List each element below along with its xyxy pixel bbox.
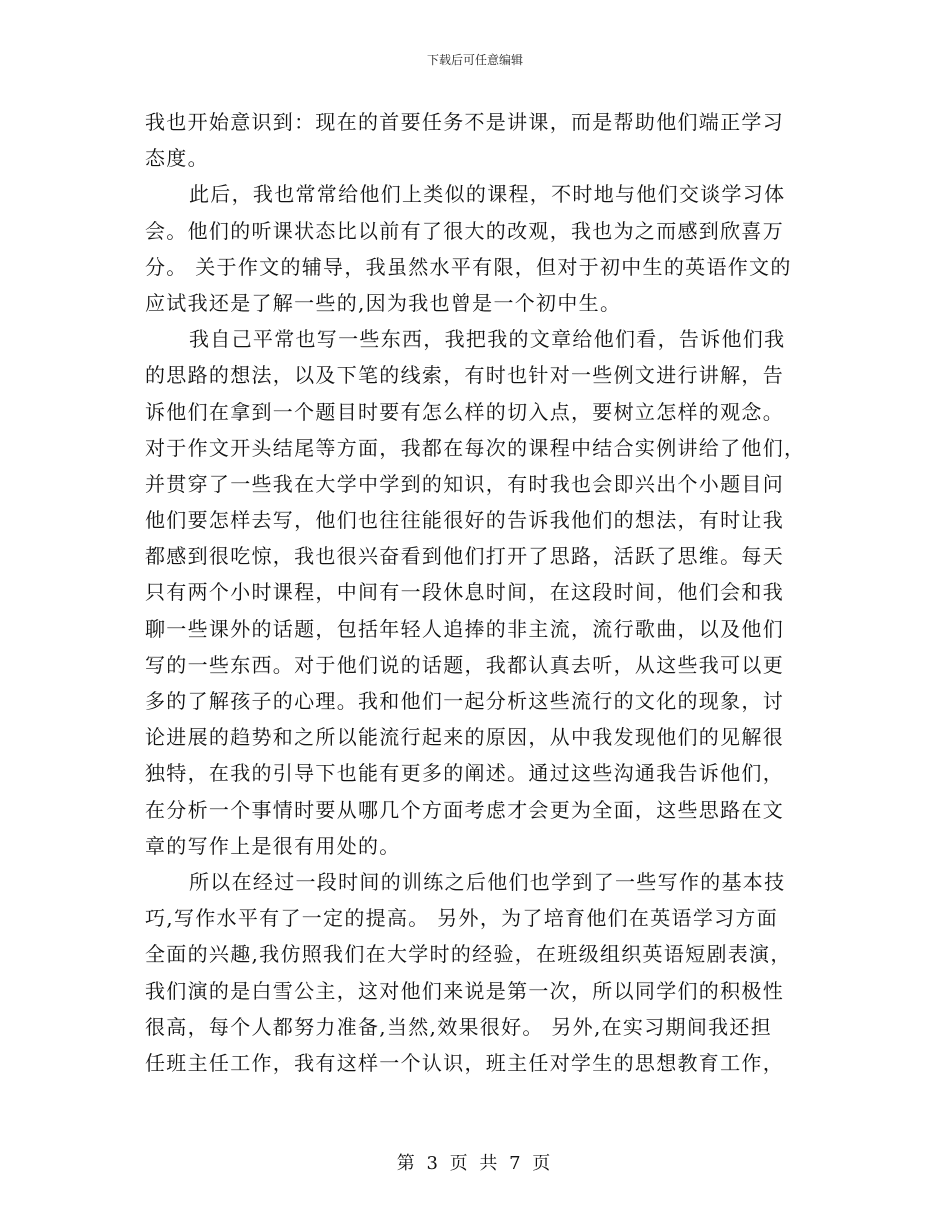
page-number-footer: 第 3 页 共 7 页 <box>396 1153 554 1174</box>
text-line: 多的了解孩子的心理。我和他们一起分析这些流行的文化的现象，讨 <box>145 689 784 713</box>
text-line: 全面的兴趣,我仿照我们在大学时的经验，在班级组织英语短剧表演， <box>145 942 792 967</box>
text-line: 章的写作上是很有用处的。 <box>145 833 401 858</box>
text-line: 在分析一个事情时要从哪几个方面考虑才会更为全面，这些思路在文 <box>145 797 784 822</box>
text-line: 巧,写作水平有了一定的提高。 另外，为了培育他们在英语学习方面 <box>145 906 779 931</box>
paragraph-start-line: 此后，我也常常给他们上类似的课程，不时地与他们交谈学习体 <box>189 182 786 207</box>
text-line: 都感到很吃惊，我也很兴奋看到他们打开了思路，活跃了思维。每天 <box>145 544 784 569</box>
text-line: 我们演的是白雪公主，这对他们来说是第一次，所以同学们的积极性 <box>145 978 784 1003</box>
text-line: 任班主任工作，我有这样一个认识，班主任对学生的思想教育工作， <box>145 1050 784 1075</box>
page-header: 下载后可任意编辑 <box>426 53 523 67</box>
document-body <box>145 104 805 1081</box>
text-line: 只有两个小时课程，中间有一段休息时间，在这段时间，他们会和我 <box>145 580 784 605</box>
text-line: 的思路的想法，以及下笔的线索，有时也针对一些例文进行讲解，告 <box>145 363 784 388</box>
text-line: 态度。 <box>145 146 209 171</box>
text-line: 会。他们的听课状态比以前有了很大的改观，我也为之而感到欣喜万 <box>145 218 784 243</box>
text-line: 应试我还是了解一些的,因为我也曾是一个初中生。 <box>145 290 622 315</box>
text-line: 论进展的趋势和之所以能流行起来的原因，从中我发现他们的见解很 <box>145 725 784 750</box>
text-line: 对于作文开头结尾等方面，我都在每次的课程中结合实例讲给了他们， <box>145 435 806 460</box>
text-line: 诉他们在拿到一个题目时要有怎么样的切入点，要树立怎样的观念。 <box>145 399 784 424</box>
text-line: 写的一些东西。对于他们说的话题，我都认真去听，从这些我可以更 <box>145 652 784 677</box>
text-line: 独特，在我的引导下也能有更多的阐述。通过这些沟通我告诉他们， <box>145 761 784 786</box>
text-line: 聊一些课外的话题，包括年轻人追捧的非主流，流行歌曲，以及他们 <box>145 616 784 641</box>
paragraph-start-line: 我自己平常也写一些东西，我把我的文章给他们看，告诉他们我 <box>189 327 786 352</box>
text-line: 他们要怎样去写，他们也往往能很好的告诉我他们的想法，有时让我 <box>145 508 784 533</box>
paragraph-start-line: 所以在经过一段时间的训练之后他们也学到了一些写作的基本技 <box>189 869 786 894</box>
text-line: 我也开始意识到：现在的首要任务不是讲课，而是帮助他们端正学习 <box>145 110 784 134</box>
text-line: 分。 关于作文的辅导，我虽然水平有限，但对于初中生的英语作文的 <box>145 254 792 279</box>
text-line: 并贯穿了一些我在大学中学到的知识，有时我也会即兴出个小题目问 <box>145 471 784 496</box>
text-line: 很高，每个人都努力准备,当然,效果很好。 另外,在实习期间我还担 <box>145 1014 773 1039</box>
